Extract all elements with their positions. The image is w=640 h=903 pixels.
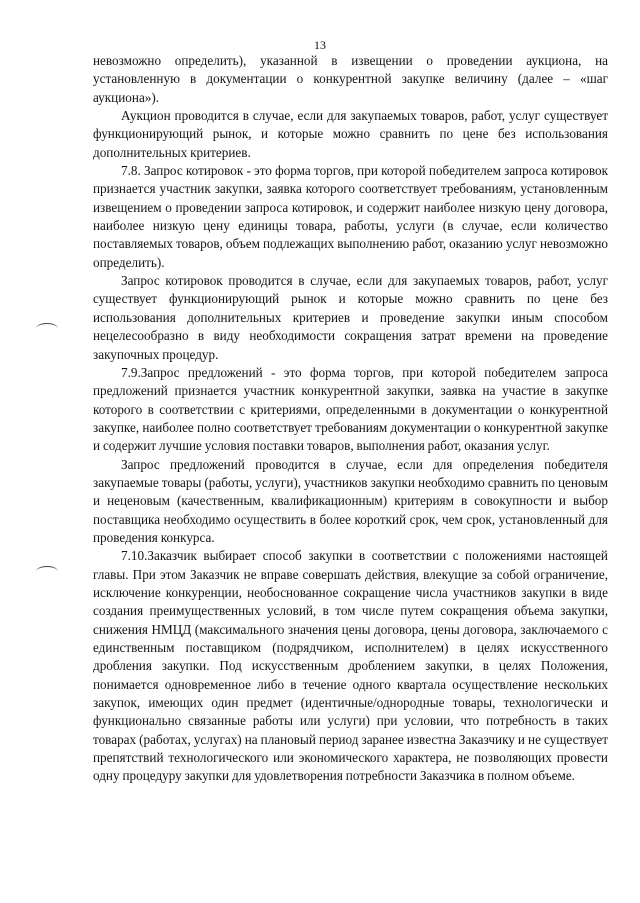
paragraph-auction-step: невозможно определить), указанной в извещении о проведении аукциона, на установленную в документации о конкурентной закупке величину (далее – «шаг аукциона»). xyxy=(93,53,608,105)
paragraph-7-9-proposal-request: 7.9.Запрос предложений - это форма торгов, при которой победителем запроса предложений признается участник конкурентной закупки, заявка на участие в закупке которого в соответствии с критериями, определенными в документации о конкурентной закупке, наиболее полно соответствует требованиям документации о конкурентной закупке и содержит лучшие условия поставки товаров, выполнения работ, оказания услуг. xyxy=(93,364,608,454)
margin-mark-lower xyxy=(36,566,58,577)
paragraph-7-8-quotation-request: 7.8. Запрос котировок - это форма торгов, при которой победителем запроса котировок признается участник закупки, заявка которого соответствует требованиям, установленным извещением о проведении запроса котировок, и содержит наиболее низкую цену договора, наиболее низкую цену единицы товара, работы, услуги (в случае, если количество поставляемых товаров, объем подлежащих выполнению работ, оказанию услуг невозможно определить). xyxy=(93,163,608,270)
page-number: 13 xyxy=(314,38,326,52)
paragraph-proposal-conditions: Запрос предложений проводится в случае, если для определения победителя закупаемые товары (работы, услуги), участников закупки необходимо сравнить по ценовым и неценовым (качественным, квалификационным) критериям в совокупности и выбор поставщика необходимо осуществить в более короткий срок, чем срок, установленный для проведения конкурса. xyxy=(93,456,608,545)
paragraph-auction-conditions: Аукцион проводится в случае, если для закупаемых товаров, работ, услуг существует функционирующий рынок, и которые можно сравнить по цене без использования дополнительных критериев. xyxy=(93,108,608,160)
document-body xyxy=(93,52,608,786)
paragraph-quotation-conditions: Запрос котировок проводится в случае, если для закупаемых товаров, работ, услуг существует функционирующий рынок и которые можно сравнить по цене без использования дополнительных критериев и проведение закупки иным способом нецелесообразно в виду необходимости сокращения затрат времени на проведение закупочных процедур. xyxy=(93,273,608,362)
margin-mark-upper xyxy=(36,323,58,334)
paragraph-7-10-procurement-method: 7.10.Заказчик выбирает способ закупки в соответствии с положениями настоящей главы. При этом Заказчик не вправе совершать действия, влекущие за собой ограничение, исключение конкуренции, необоснованное сокращение числа участников закупки в виде создания преимущественных условий, в том числе путем сокращения объема закупки, снижения НМЦД (максимального значения цены договора, цены договора, заключаемого с единственным поставщиком (подрядчиком, исполнителем) в целях искусственного дробления закупки. Под искусственным дроблением закупки, в целях Положения, понимается одновременное либо в течение одного квартала осуществление нескольких закупок, имеющих один предмет (идентичные/однородные товары, технологически и функционально связанные работы или услуги) при условии, что потребность в таких товарах (работах, услугах) на плановый период заранее известна Заказчику и не существует препятствий технологического или экономического характера, не позволяющих провести одну процедуру закупки для удовлетворения потребности Заказчика в полном объеме. xyxy=(93,548,608,784)
